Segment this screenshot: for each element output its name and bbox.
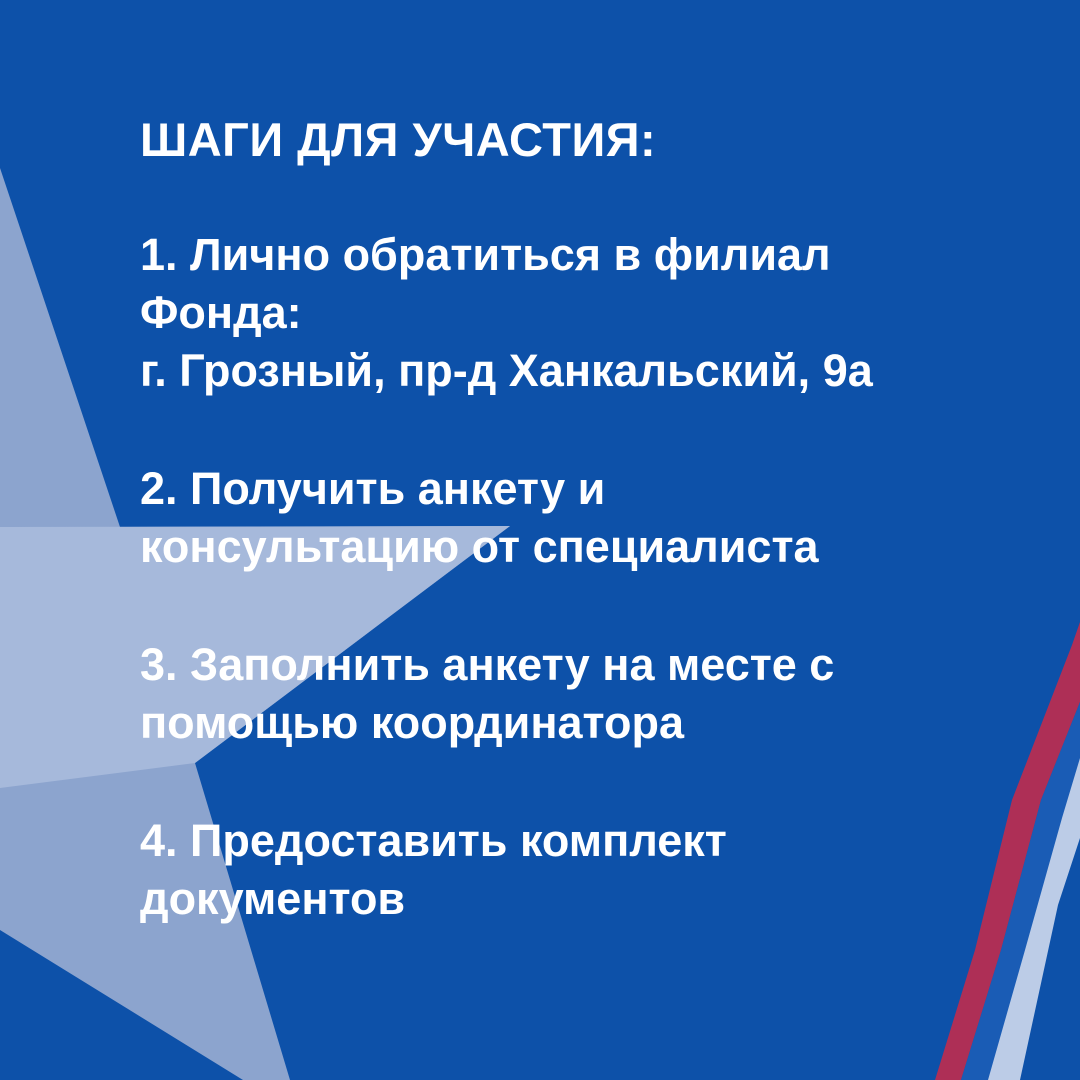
- step-line: документов: [140, 873, 406, 924]
- step-line: 3. Заполнить анкету на месте с: [140, 639, 835, 690]
- step-2: [140, 460, 1020, 576]
- page-title: ШАГИ ДЛЯ УЧАСТИЯ:: [140, 113, 657, 166]
- step-line: г. Грозный, пр-д Ханкальский, 9а: [140, 345, 873, 396]
- text-block: [140, 110, 1020, 988]
- step-line: 1. Лично обратиться в филиал: [140, 229, 831, 280]
- step-line: Фонда:: [140, 287, 302, 338]
- step-3: [140, 636, 1020, 752]
- step-line: 4. Предоставить комплект: [140, 815, 727, 866]
- step-4: [140, 812, 1020, 928]
- step-line: 2. Получить анкету и: [140, 463, 606, 514]
- step-line: помощью координатора: [140, 697, 684, 748]
- step-line: консультацию от специалиста: [140, 521, 819, 572]
- step-1: [140, 226, 1020, 400]
